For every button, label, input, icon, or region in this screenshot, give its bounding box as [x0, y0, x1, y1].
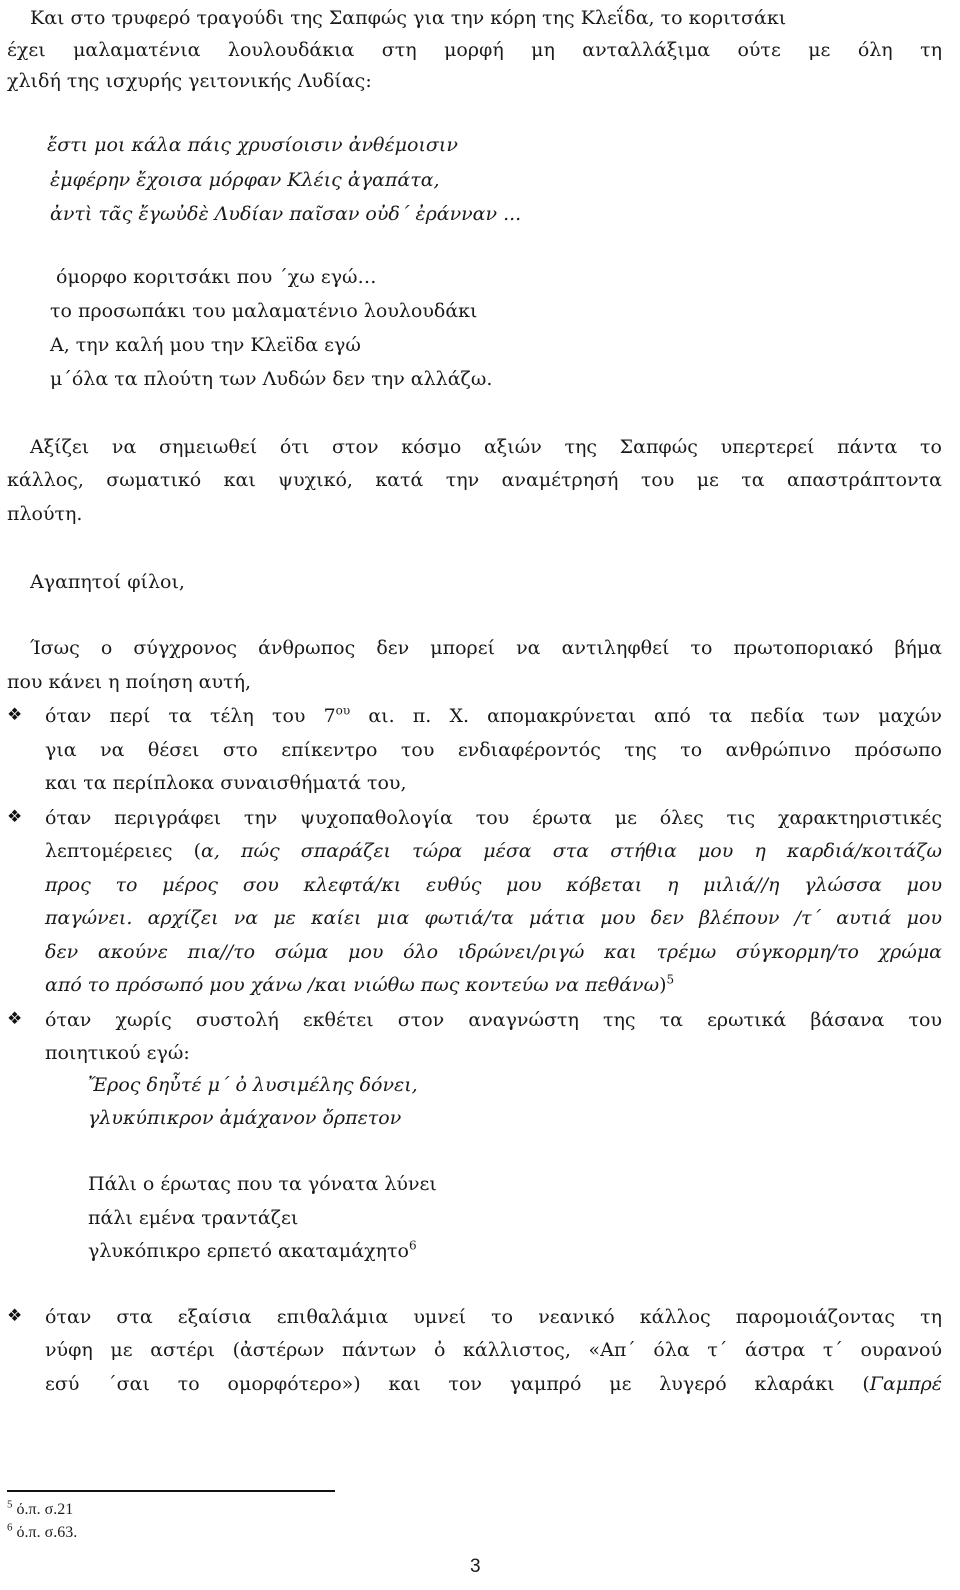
translation-line-2: το προσωπάκι του μαλαματένιο λουλουδάκι [50, 300, 478, 322]
diamond-bullet-icon: ❖ [7, 1009, 23, 1029]
bullet-3-line-1: όταν χωρίς συστολή εκθέτει στον αναγνώστη της τα ερωτικά βάσανα του [45, 1009, 942, 1031]
bullet-4-line-3: εσύ ΄σαι το ομορφότερο») και τον γαμπρό με λυγερό κλαράκι (Γαμπρέ [45, 1373, 942, 1395]
eros-greek-line-2: γλυκύπικρον ἀμάχανον ὄρπετον [88, 1107, 402, 1129]
bullet-4-line-2: νύφη με αστέρι (ἀστέρων πάντων ὀ κάλλιστος, «Απ΄ όλα τ΄ άστρα τ΄ ουρανού [45, 1339, 942, 1361]
translation-line-3: Α, την καλή μου την Κλεϊδα εγώ [50, 334, 361, 356]
bullet-2-line-3: προς το μέρος σου κλεφτά/κι ευθύς μου κόβεται η μιλιά//η γλώσσα μου [45, 874, 942, 896]
salutation: Αγαπητοί φίλοι, [30, 571, 185, 593]
diamond-bullet-icon: ❖ [7, 705, 23, 725]
intro-line-3: χλιδή της ισχυρής γειτονικής Λυδίας: [7, 70, 372, 92]
para3-line-2: που κάνει η ποίηση αυτή, [7, 671, 251, 693]
bullet-3-line-2: ποιητικού εγώ: [45, 1042, 190, 1064]
translation-line-1: όμορφο κοριτσάκι που ΄χω εγώ… [56, 266, 377, 288]
bullet-4-line-1: όταν στα εξαίσια επιθαλάμια υμνεί το νεανικό κάλλος παρομοιάζοντας τη [45, 1306, 942, 1328]
bullet-2-line-6: από το πρόσωπό μου χάνω /και νιώθω πως κοντεύω να πεθάνω)$^5$ [45, 972, 675, 996]
translation-line-4: μ΄όλα τα πλούτη των Λυδών δεν την αλλάζω. [50, 368, 493, 390]
eros-translation-line-2: πάλι εμένα τραντάζει [88, 1207, 299, 1229]
bullet-2-line-2: λεπτομέρειες (α, πώς σπαράζει τώρα μέσα στα στήθια μου η καρδιά/κοιτάζω [45, 840, 942, 862]
intro-line-2: έχει μαλαματένια λουλουδάκια στη μορφή μη ανταλλάξιμα ούτε με όλη τη [7, 39, 942, 61]
greek-verse-line-3: ἀντὶ τᾶς ἔγωὐδὲ Λυδίαν παῖσαν οὐδ΄ ἐράνναν ... [50, 203, 522, 225]
para2-line-1: Αξίζει να σημειωθεί ότι στον κόσμο αξιών της Σαπφώς υπερτερεί πάντα το [30, 436, 942, 458]
bullet-2-line-5: δεν ακούνε πια//το σώμα μου όλο ιδρώνει/ριγώ και τρέμω σύγκορμη/το χρώμα [45, 941, 942, 963]
greek-verse-line-2: ἐμφέρην ἔχοισα μόρφαν Κλέις ἀγαπάτα, [50, 169, 440, 191]
footnote-6: $^6$ ό.π. σ.63. [7, 1521, 78, 1541]
diamond-bullet-icon: ❖ [7, 807, 23, 827]
bullet-1-line-1: όταν περί τα τέλη του $7^{o\upsilon}$ αι. π. Χ. απομακρύνεται από τα πεδία των μαχών [45, 703, 942, 727]
bullet-1-line-3: και τα περίπλοκα συναισθήματά του, [45, 772, 407, 794]
para2-line-3: πλούτη. [7, 503, 83, 525]
diamond-bullet-icon: ❖ [7, 1306, 23, 1326]
para3-line-1: Ίσως ο σύγχρονος άνθρωπος δεν μπορεί να αντιληφθεί το πρωτοποριακό βήμα [30, 637, 942, 659]
bullet-1-line-2: για να θέσει στο επίκεντρο του ενδιαφέροντός της το ανθρώπινο πρόσωπο [45, 739, 942, 761]
bullet-2-line-1: όταν περιγράφει την ψυχοπαθολογία του έρωτα με όλες τις χαρακτηριστικές [45, 807, 942, 829]
footnote-separator [7, 1490, 335, 1492]
eros-greek-line-1: Ἔρος δηὖτέ μ΄ ὀ λυσιμέλης δόνει, [88, 1074, 418, 1096]
eros-translation-line-1: Πάλι ο έρωτας που τα γόνατα λύνει [88, 1173, 437, 1195]
eros-translation-line-3: γλυκόπικρο ερπετό ακαταμάχητο$^6$ [88, 1238, 417, 1262]
footnote-5: $^5$ ό.π. σ.21 [7, 1498, 74, 1518]
greek-verse-line-1: ἔστι μοι κάλα πάις χρυσίοισιν ἀνθέμοισιν [47, 134, 458, 156]
page-number: 3 [470, 1556, 481, 1577]
intro-line-1: Και στο τρυφερό τραγούδι της Σαπφώς για την κόρη της Κλεΐδα, το κοριτσάκι [30, 7, 787, 29]
para2-line-2: κάλλος, σωματικό και ψυχικό, κατά την αναμέτρησή του με τα απαστράπτοντα [7, 469, 942, 491]
bullet-2-line-4: παγώνει. αρχίζει να με καίει μια φωτιά/τα μάτια μου δεν βλέπουν /τ΄ αυτιά μου [45, 907, 942, 929]
